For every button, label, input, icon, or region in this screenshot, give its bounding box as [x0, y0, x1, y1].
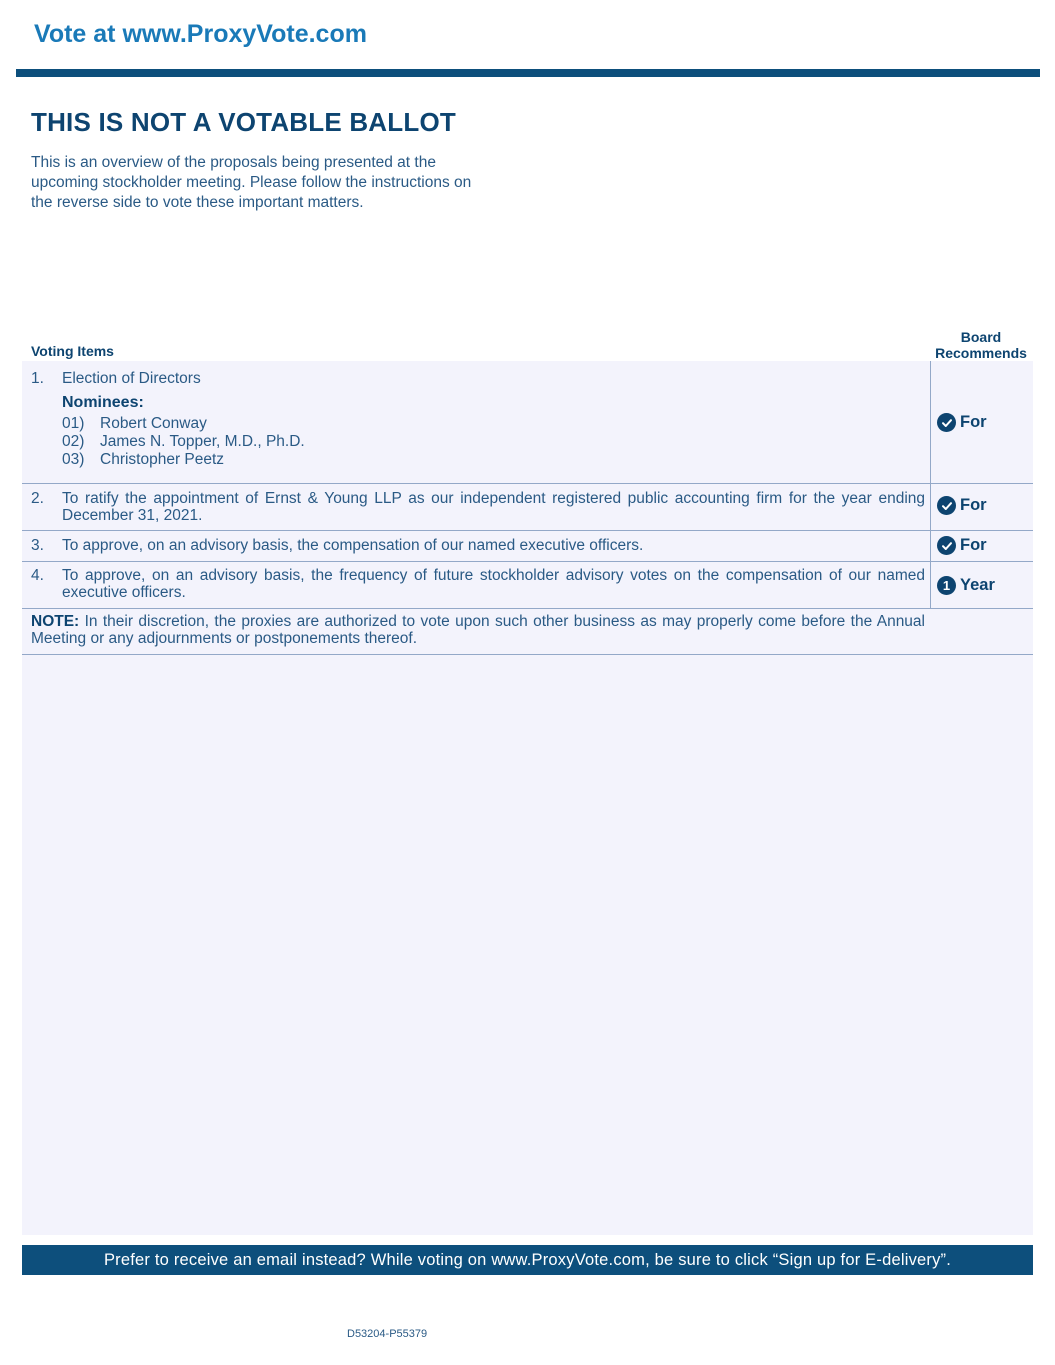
item-title: Election of Directors [62, 370, 201, 387]
nominee-item [62, 433, 925, 451]
nominee-name: James N. Topper, M.D., Ph.D. [100, 433, 305, 450]
item-text [62, 370, 925, 469]
note-body: In their discretion, the proxies are authorized to vote upon such other business as may properly come before the Annual Meeting or any adjournments or postponements thereof. [31, 613, 925, 647]
badge-number: 1 [942, 578, 951, 593]
recommendation-one-year [937, 576, 995, 595]
nominee-name: Robert Conway [100, 415, 207, 432]
nominee-number: 01) [62, 415, 85, 432]
recommendation-for [937, 496, 987, 515]
nominee-name: Christopher Peetz [100, 451, 225, 468]
item-number: 3. [31, 537, 44, 554]
recommendation-cell [930, 531, 1033, 561]
board-recommends-header [928, 329, 1034, 361]
edelivery-banner[interactable]: Prefer to receive an email instead? While voting on www.ProxyVote.com, be sure to click “Sign up for E-delivery”. [22, 1245, 1033, 1275]
note-row [22, 609, 1033, 655]
item-text: To approve, on an advisory basis, the compensation of our named executive officers. [62, 537, 644, 554]
intro-line: the reverse side to vote these important matters. [31, 194, 364, 211]
check-circle-icon [937, 536, 956, 555]
check-circle-icon [937, 413, 956, 432]
item-text: To ratify the appointment of Ernst & Young LLP as our independent registered public accounting firm for the year ending December 31, 2021. [62, 490, 925, 524]
item-text: To approve, on an advisory basis, the frequency of future stockholder advisory votes on the compensation of our named executive officers. [62, 567, 925, 601]
voting-item-2 [22, 484, 1033, 531]
number-circle-icon [937, 576, 956, 595]
proxyvote-header-link[interactable]: Vote at www.ProxyVote.com [34, 20, 367, 48]
recommendation-label: For [960, 536, 987, 554]
intro-line: upcoming stockholder meeting. Please follow the instructions on [31, 174, 472, 191]
nominee-number: 03) [62, 451, 85, 468]
voting-item-3 [22, 531, 1033, 562]
recommendation-cell [930, 484, 1033, 530]
header-rule [16, 69, 1040, 77]
item-number: 4. [31, 567, 44, 584]
recommendation-label: For [960, 496, 987, 514]
board-header-line2: Recommends [935, 345, 1027, 361]
item-number: 1. [31, 370, 44, 387]
recommendation-cell [930, 361, 1033, 483]
page-title: THIS IS NOT A VOTABLE BALLOT [31, 107, 456, 137]
check-circle-icon [937, 496, 956, 515]
recommendation-for [937, 413, 987, 432]
note-text [31, 613, 925, 647]
nominee-list [62, 415, 925, 469]
recommendation-cell [930, 562, 1033, 608]
item-number: 2. [31, 490, 44, 507]
board-header-line1: Board [960, 329, 1002, 345]
nominee-item [62, 415, 925, 433]
intro-line: This is an overview of the proposals being presented at the [31, 154, 436, 171]
recommendation-for [937, 536, 987, 555]
recommendation-label: Year [960, 576, 995, 594]
note-label: NOTE: [31, 613, 80, 630]
nominee-item [62, 451, 925, 469]
voting-item-1 [22, 361, 1033, 484]
document-code: D53204-P55379 [347, 1328, 428, 1340]
voting-item-4 [22, 562, 1033, 609]
nominees-label: Nominees: [62, 394, 144, 411]
voting-items-header: Voting Items [31, 343, 114, 359]
intro-paragraph [31, 153, 531, 213]
recommendation-label: For [960, 413, 987, 431]
nominee-number: 02) [62, 433, 85, 450]
